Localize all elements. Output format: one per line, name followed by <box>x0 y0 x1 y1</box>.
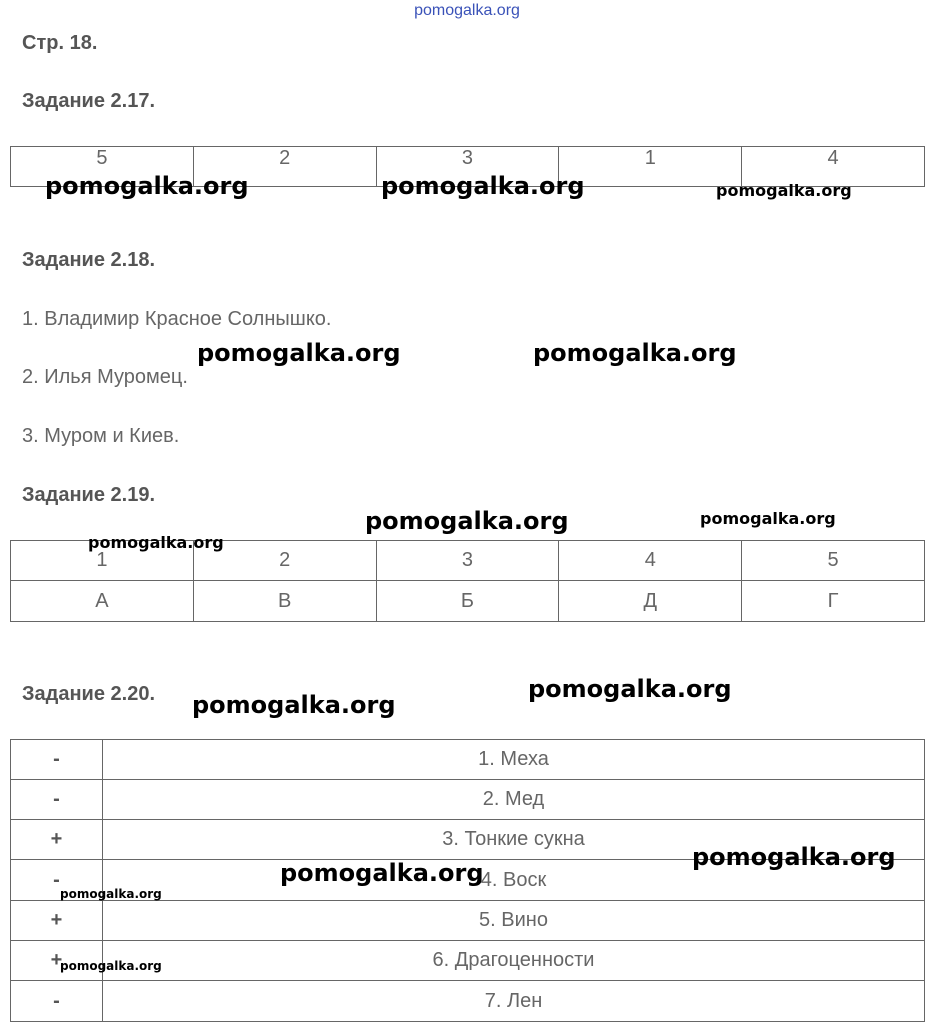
answer-line: 3. Муром и Киев. <box>22 425 180 447</box>
task-2-19-heading: Задание 2.19. <box>22 484 156 506</box>
watermark: pomogalka.org <box>60 959 162 973</box>
watermark: pomogalka.org <box>533 339 737 367</box>
watermark: pomogalka.org <box>88 533 224 552</box>
task-2-18-heading: Задание 2.18. <box>22 249 156 271</box>
table-cell: А <box>11 581 194 622</box>
watermark: pomogalka.org <box>692 843 896 871</box>
table-cell: 1 <box>11 541 194 581</box>
watermark: pomogalka.org <box>197 339 401 367</box>
mark-cell: - <box>11 780 103 820</box>
task-2-20-heading: Задание 2.20. <box>22 683 156 705</box>
table-cell: 5 <box>742 541 925 581</box>
table-cell: 4 <box>742 147 925 187</box>
table-cell: Г <box>742 581 925 622</box>
table-cell: 1 <box>559 147 742 187</box>
mark-cell: + <box>11 941 103 981</box>
mark-cell: - <box>11 740 103 780</box>
mark-cell: + <box>11 901 103 941</box>
watermark: pomogalka.org <box>192 691 396 719</box>
table-cell: 3 <box>376 147 559 187</box>
answer-line: 1. Владимир Красное Солнышко. <box>22 308 332 330</box>
watermark: pomogalka.org <box>365 507 569 535</box>
item-cell: 6. Драгоценности <box>103 941 925 981</box>
task-2-17-heading: Задание 2.17. <box>22 90 156 112</box>
table-cell: Б <box>376 581 559 622</box>
mark-cell: + <box>11 820 103 860</box>
table-cell: 2 <box>193 147 376 187</box>
watermark: pomogalka.org <box>716 181 852 200</box>
table-row <box>11 740 925 780</box>
answer-line: 2. Илья Муромец. <box>22 366 188 388</box>
table-cell: В <box>193 581 376 622</box>
table-row <box>11 780 925 820</box>
item-cell: 7. Лен <box>103 981 925 1022</box>
watermark: pomogalka.org <box>280 859 484 887</box>
task-2-19-table <box>10 540 925 622</box>
mark-cell: - <box>11 981 103 1022</box>
table-row <box>11 901 925 941</box>
table-row <box>11 981 925 1022</box>
table-cell: Д <box>559 581 742 622</box>
watermark: pomogalka.org <box>60 887 162 901</box>
top-watermark: pomogalka.org <box>414 2 520 19</box>
item-cell: 1. Меха <box>103 740 925 780</box>
table-cell: 3 <box>376 541 559 581</box>
table-cell: 4 <box>559 541 742 581</box>
item-cell: 2. Мед <box>103 780 925 820</box>
watermark: pomogalka.org <box>700 509 836 528</box>
item-cell: 5. Вино <box>103 901 925 941</box>
page-label: Стр. 18. <box>22 32 98 54</box>
item-cell: 3. Тонкие сукна <box>103 820 925 860</box>
watermark: pomogalka.org <box>528 675 732 703</box>
table-cell: 2 <box>193 541 376 581</box>
table-cell: 5 <box>11 147 194 187</box>
mark-cell: - <box>11 860 103 901</box>
watermark: pomogalka.org <box>381 172 585 200</box>
watermark: pomogalka.org <box>45 172 249 200</box>
item-cell: 4. Воск <box>103 860 925 901</box>
